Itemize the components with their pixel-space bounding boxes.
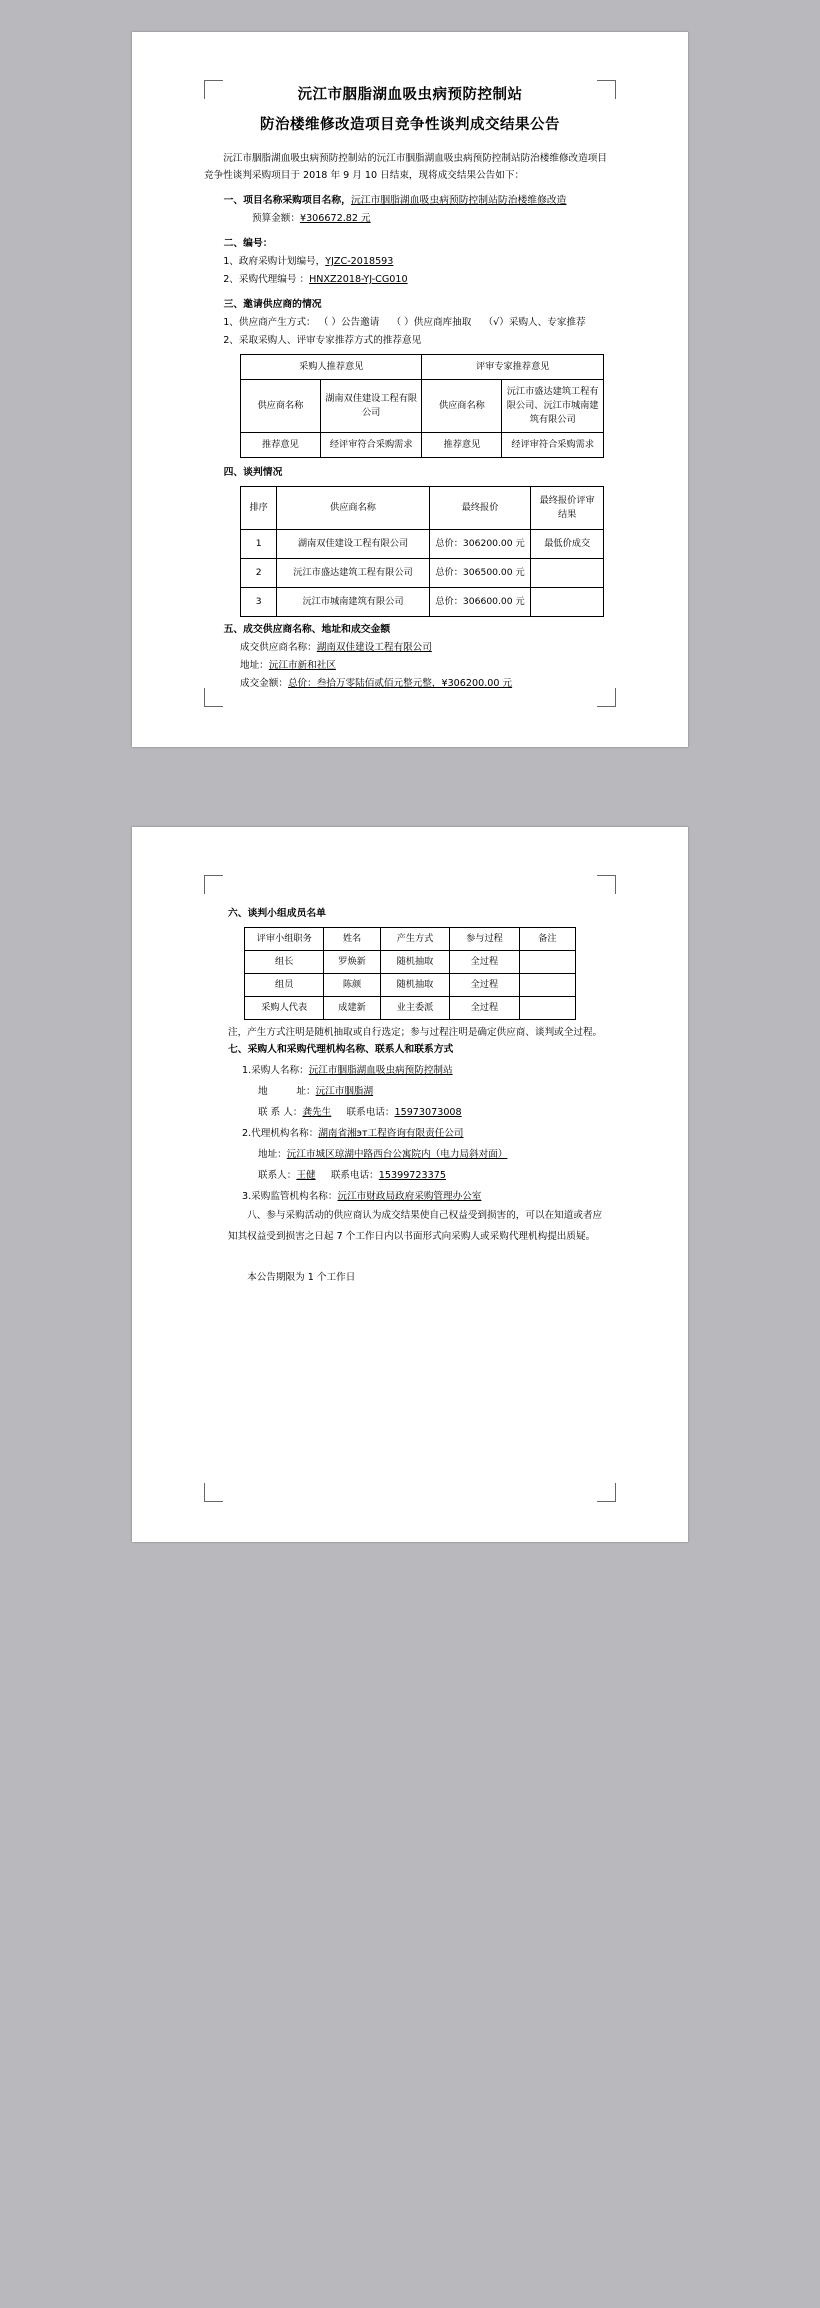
section-7-agent-name: 2.代理机构名称：湖南省湘эт工程咨询有限责任公司	[242, 1128, 464, 1139]
document-page-2	[132, 827, 688, 1542]
section-5-supplier: 成交供应商名称：湖南双佳建设工程有限公司	[240, 642, 432, 653]
cell-member-process: 全过程	[450, 997, 520, 1020]
section-7-agent-contact: 联系人：王健 联系电话：15399723375	[258, 1170, 446, 1181]
table-row	[241, 559, 604, 588]
option-recommend-text: 采购人、专家推荐	[508, 317, 586, 328]
header-member-name: 姓名	[324, 928, 380, 951]
table-row	[245, 951, 576, 974]
title-line-2: 防治楼维修改造项目竞争性谈判成交结果公告	[260, 117, 560, 133]
section-7-buyer-address: 地 址：沅江市胭脂湖	[258, 1086, 374, 1097]
section-6-note: 注，产生方式注明是随机抽取或自行选定；参与过程注明是确定供应商、谈判或全过程。	[228, 1027, 603, 1038]
section-2-heading: 二、编号：	[223, 238, 273, 249]
section-5-heading: 五、成交供应商名称、地址和成交金额	[223, 624, 391, 635]
section-8-line-1: 八、参与采购活动的供应商认为成交结果使自己权益受到损害的，可以在知道或者应	[247, 1210, 603, 1221]
option-recommend-mark: （√）	[483, 317, 509, 328]
amount-prefix: 总价：	[287, 678, 317, 689]
section-1-budget: 预算金额：¥306672.82 元	[252, 213, 371, 224]
section-7-heading: 七、采购人和采购代理机构名称、联系人和联系方式	[228, 1044, 454, 1055]
cell-member-role: 采购人代表	[245, 997, 324, 1020]
option-library-draw-mark: （ ）	[391, 317, 414, 328]
cell-supplier: 沅江市城南建筑有限公司	[277, 588, 429, 617]
cell-price: 总价：306200.00 元	[429, 530, 531, 559]
agent-contact-value: 王健	[296, 1170, 316, 1181]
section-4-heading: 四、谈判情况	[223, 467, 283, 478]
cell-supplier: 沅江市盛达建筑工程有限公司	[277, 559, 429, 588]
header-member-process: 参与过程	[450, 928, 520, 951]
crop-mark-top-left	[204, 875, 223, 894]
table-row	[245, 997, 576, 1020]
cell-member-name: 成建新	[324, 997, 380, 1020]
section-5-address: 地址：沅江市新和社区	[240, 660, 336, 671]
cell-buyer-opinion-value: 经评审符合采购需求	[320, 433, 422, 458]
buyer-contact-value: 龚先生	[302, 1107, 332, 1118]
header-member-remark: 备注	[519, 928, 575, 951]
intro-paragraph: 沅江市胭脂湖血吸虫病预防控制站的沅江市胭脂湖血吸虫病预防控制站防治楼维修改造项目竞争性谈判采购项目于 2018 年 9 月 10 日结束，现将成交结果公告如下：	[204, 153, 607, 181]
agent-name-value: 湖南省湘эт工程咨询有限责任公司	[318, 1128, 464, 1139]
document-viewer	[0, 32, 820, 1570]
cell-member-source: 随机抽取	[380, 974, 450, 997]
header-buyer-opinion: 采购人推荐意见	[241, 355, 422, 380]
table-row	[241, 588, 604, 617]
section-6-heading: 六、谈判小组成员名单	[228, 908, 326, 919]
buyer-phone-value: 15973073008	[394, 1107, 462, 1118]
cell-member-role: 组员	[245, 974, 324, 997]
table-row	[241, 433, 604, 458]
option-public-invite-text: 公告邀请	[340, 317, 380, 328]
page-1-content	[204, 80, 616, 692]
crop-mark-bottom-left	[204, 1483, 223, 1502]
title-line-1: 沅江市胭脂湖血吸虫病预防控制站	[297, 87, 523, 103]
cell-member-name: 陈颜	[324, 974, 380, 997]
section-5-amount: 成交金额：总价：叁拾万零陆佰贰佰元整元整，¥306200.00 元	[240, 678, 513, 689]
section-2-item-2: 2、采购代理编号 ：HNXZ2018-YJ-CG010	[223, 274, 408, 285]
amount-numeric: ¥306200.00 元	[441, 678, 513, 689]
header-member-role: 评审小组职务	[245, 928, 324, 951]
cell-result	[531, 588, 604, 617]
cell-member-process: 全过程	[450, 951, 520, 974]
cell-member-remark	[519, 951, 575, 974]
crop-mark-top-right	[597, 875, 616, 894]
table-row	[241, 530, 604, 559]
section-2-item-1: 1、政府采购计划编号，YJZC-2018593	[223, 256, 394, 267]
agent-number: HNXZ2018-YJ-CG010	[309, 274, 408, 285]
amount-chinese: 叁拾万零陆佰贰佰元整元整，	[316, 678, 442, 689]
page-2-content	[228, 905, 616, 1286]
bottom-spacer	[0, 1542, 820, 1570]
negotiation-members-table	[244, 927, 576, 1020]
winning-address-value: 沅江市新和社区	[268, 660, 336, 671]
winning-supplier-value: 湖南双佳建设工程有限公司	[316, 642, 432, 653]
agent-phone-value: 15399723375	[378, 1170, 446, 1181]
supervisor-value: 沅江市财政局政府采购管理办公室	[337, 1191, 482, 1202]
cell-result	[531, 559, 604, 588]
cell-member-role: 组长	[245, 951, 324, 974]
cell-member-source: 随机抽取	[380, 951, 450, 974]
header-final-price: 最终报价	[429, 487, 531, 530]
cell-member-remark	[519, 997, 575, 1020]
recommendation-table	[240, 354, 604, 458]
cell-rank: 2	[241, 559, 277, 588]
cell-expert-supplier-label: 供应商名称	[422, 380, 502, 433]
buyer-name-value: 沅江市胭脂湖血吸虫病预防控制站	[308, 1065, 453, 1076]
cell-member-source: 业主委派	[380, 997, 450, 1020]
cell-result: 最低价成交	[531, 530, 604, 559]
cell-member-name: 罗焕新	[324, 951, 380, 974]
table-header-row	[241, 355, 604, 380]
cell-price: 总价：306600.00 元	[429, 588, 531, 617]
section-7-agent-address: 地址：沅江市城区琼湖中路西台公寓院内（电力局斜对面）	[258, 1149, 508, 1160]
cell-buyer-opinion-label: 推荐意见	[241, 433, 321, 458]
negotiation-table	[240, 486, 604, 617]
cell-rank: 3	[241, 588, 277, 617]
option-library-draw-text: 供应商库抽取	[413, 317, 472, 328]
buyer-address-value: 沅江市胭脂湖	[315, 1086, 374, 1097]
cell-expert-supplier-value: 沅江市盛达建筑工程有限公司、沅江市城南建筑有限公司	[502, 380, 604, 433]
agent-address-value: 沅江市城区琼湖中路西台公寓院内（电力局斜对面）	[286, 1149, 508, 1160]
table-row	[245, 974, 576, 997]
section-7-supervisor: 3.采购监管机构名称：沅江市财政局政府采购管理办公室	[242, 1191, 482, 1202]
closing-statement: 本公告期限为 1 个工作日	[247, 1272, 356, 1283]
cell-expert-opinion-value: 经评审符合采购需求	[502, 433, 604, 458]
section-8-line-2: 知其权益受到损害之日起 7 个工作日内以书面形式向采购人或采购代理机构提出质疑。	[228, 1231, 596, 1242]
cell-expert-opinion-label: 推荐意见	[422, 433, 502, 458]
option-public-invite-mark: （ ）	[318, 317, 341, 328]
cell-price: 总价：306500.00 元	[429, 559, 531, 588]
document-page-1	[132, 32, 688, 747]
table-header-row	[241, 487, 604, 530]
header-member-source: 产生方式	[380, 928, 450, 951]
cell-buyer-supplier-label: 供应商名称	[241, 380, 321, 433]
crop-mark-bottom-right	[597, 1483, 616, 1502]
cell-supplier: 湖南双佳建设工程有限公司	[277, 530, 429, 559]
header-final-result: 最终报价评审结果	[531, 487, 604, 530]
table-row	[241, 380, 604, 433]
page-title	[204, 80, 616, 140]
header-supplier-name: 供应商名称	[277, 487, 429, 530]
cell-rank: 1	[241, 530, 277, 559]
budget-value: ¥306672.82 元	[299, 213, 371, 224]
section-3-line-2: 2、采取采购人、评审专家推荐方式的推荐意见	[223, 335, 422, 346]
section-7-buyer-name: 1.采购人名称：沅江市胭脂湖血吸虫病预防控制站	[242, 1065, 453, 1076]
header-expert-opinion: 评审专家推荐意见	[422, 355, 604, 380]
plan-number: YJZC-2018593	[325, 256, 394, 267]
section-7-buyer-contact: 联 系 人：龚先生 联系电话：15973073008	[258, 1107, 462, 1118]
table-header-row	[245, 928, 576, 951]
cell-buyer-supplier-value: 湖南双佳建设工程有限公司	[320, 380, 422, 433]
cell-member-remark	[519, 974, 575, 997]
section-3-line-1: 1、供应商产生方式： （ ）公告邀请 （ ）供应商库抽取 （√）采购人、专家推荐	[223, 317, 586, 328]
section-3-heading: 三、邀请供应商的情况	[223, 299, 322, 310]
section-1-heading: 一、项目名称采购项目名称，沅江市胭脂湖血吸虫病预防控制站防治楼维修改造	[223, 195, 567, 206]
header-rank: 排序	[241, 487, 277, 530]
cell-member-process: 全过程	[450, 974, 520, 997]
section-1-project-name: 沅江市胭脂湖血吸虫病预防控制站防治楼维修改造	[350, 195, 567, 206]
